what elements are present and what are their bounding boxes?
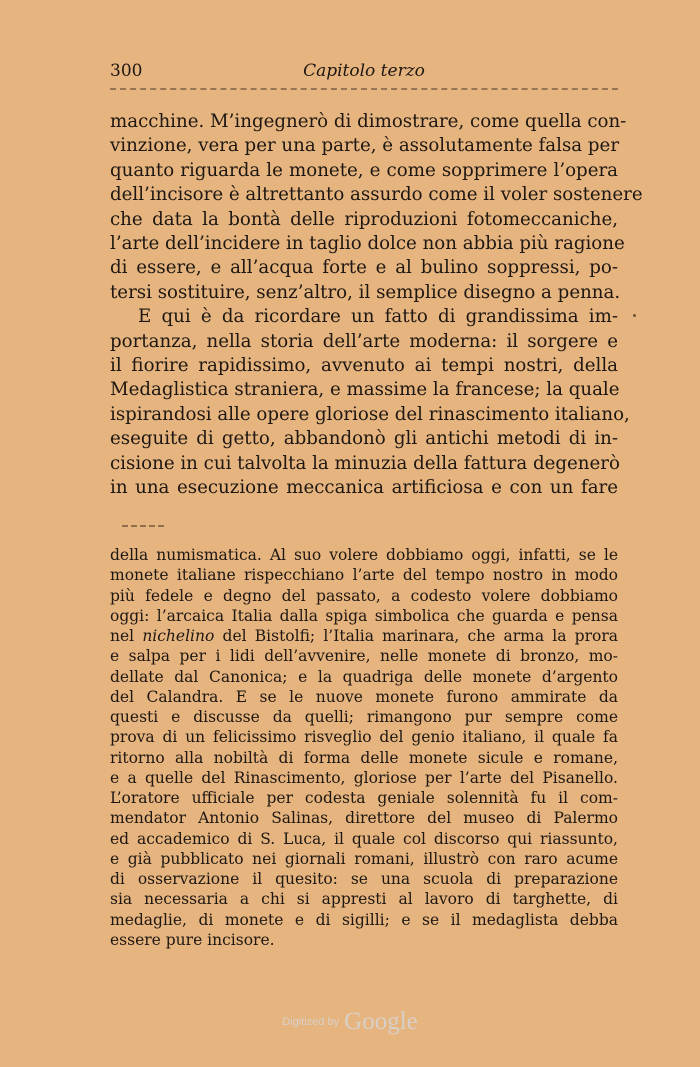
text-line: cisione in cui talvolta la minuzia della fattura degenerò xyxy=(110,452,620,474)
note-segment: nel xyxy=(110,627,143,645)
text-line: quanto riguarda le monete, e come sopprimere l’opera xyxy=(110,159,618,181)
note-line xyxy=(110,626,618,646)
text-line: Medaglistica straniera, e massime la francese; la quale xyxy=(110,379,620,401)
note-line: monete italiane rispecchiano l’arte del tempo nostro in modo xyxy=(110,566,618,585)
digitized-watermark xyxy=(0,1008,700,1036)
note-line: e a quelle del Rinascimento, gloriose per l’arte del Pisanello. xyxy=(110,768,618,787)
note-segment: del Bistolfi; l’Italia marinara, che arma la prora xyxy=(214,627,618,645)
note-line: prova di un felicissimo risveglio del genio italiano, il quale fa xyxy=(110,728,618,747)
note-line: L’oratore ufficiale per codesta geniale solennità fu il com- xyxy=(110,789,618,807)
note-line: del Calandra. E se le nuove monete furono ammirate da xyxy=(110,687,618,706)
main-text xyxy=(110,110,643,501)
section-break-rule xyxy=(122,525,164,527)
note-line: mendator Antonio Salinas, direttore del museo di Palermo xyxy=(110,809,618,828)
text-line: dell’incisore è altrettanto assurdo come il voler sostenere xyxy=(110,184,643,206)
text-line: che data la bontà delle riproduzioni fotomeccaniche, xyxy=(110,208,618,230)
text-line: in una esecuzione meccanica artificiosa e con un fare xyxy=(110,477,618,499)
note-line: essere pure incisore. xyxy=(110,930,275,949)
note-text xyxy=(110,545,618,950)
text-line: ispirandosi alle opere gloriose del rinascimento italiano, xyxy=(110,403,630,425)
print-speck xyxy=(633,314,636,317)
header-rule xyxy=(110,88,618,90)
running-title: Capitolo terzo xyxy=(303,61,425,81)
text-line: l’arte dell’incidere in taglio dolce non abbia più ragione xyxy=(110,233,625,255)
note-line: e salpa per i lidi dell’avvenire, nelle monete di bronzo, mo- xyxy=(110,647,618,666)
text-line: vinzione, vera per una parte, è assolutamente falsa per xyxy=(110,135,620,157)
note-line: e già pubblicato nei giornali romani, illustrò con raro acume xyxy=(110,849,618,868)
note-line: oggi: l’arcaica Italia dalla spiga simbolica che guarda e pensa xyxy=(110,606,618,625)
note-line: più fedele e degno del passato, a codesto volere dobbiamo xyxy=(110,586,618,605)
note-line: sia necessaria a chi si appresti al lavoro di targhette, di xyxy=(110,890,618,909)
note-line: di osservazione il quesito: se una scuola di preparazione xyxy=(110,870,618,888)
note-line: medaglie, di monete e di sigilli; e se il medaglista debba xyxy=(110,910,618,929)
google-logo: Google xyxy=(344,1008,418,1035)
text-line: di essere, e all’acqua forte e al bulino soppressi, po- xyxy=(110,257,618,279)
text-line: portanza, nella storia dell’arte moderna: il sorgere e xyxy=(110,330,618,352)
note-line: dellate dal Canonica; e la quadriga delle monete d’argento xyxy=(110,667,618,686)
text-line: E qui è da ricordare un fatto di grandissima im- xyxy=(138,306,618,328)
note-line: ritorno alla nobiltà di forma delle monete sicule e romane, xyxy=(110,748,618,767)
page-header xyxy=(110,58,618,86)
page-number: 300 xyxy=(110,61,143,81)
italic-term: nichelino xyxy=(142,627,215,645)
note-line: ed accademico di S. Luca, il quale col discorso qui riassunto, xyxy=(110,829,618,848)
text-line: macchine. M’ingegnerò di dimostrare, come quella con- xyxy=(110,111,627,132)
digitized-by-text: Digitized by xyxy=(282,1016,340,1028)
note-line: questi e discusse da quelli; rimangono pur sempre come xyxy=(110,708,618,726)
text-line: il fiorire rapidissimo, avvenuto ai tempi nostri, della xyxy=(110,355,618,377)
note-line: della numismatica. Al suo volere dobbiamo oggi, infatti, se le xyxy=(110,546,618,564)
text-line: tersi sostituire, senz’altro, il semplice disegno a penna. xyxy=(110,281,621,303)
text-line: eseguite di getto, abbandonò gli antichi metodi di in- xyxy=(110,428,618,450)
